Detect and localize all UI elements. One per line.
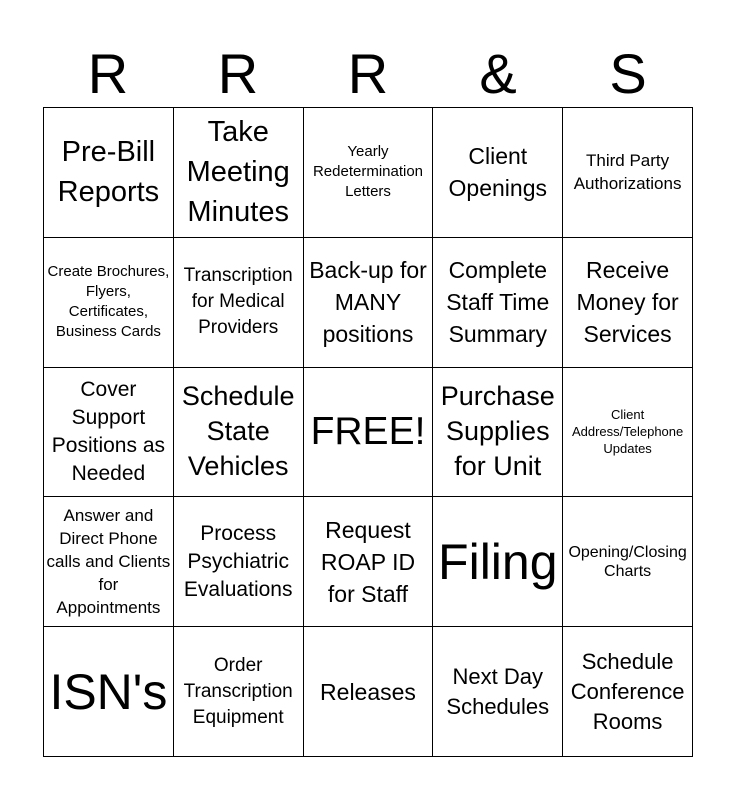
bingo-cell[interactable] [433,497,563,627]
cell-text: Opening/Closing Charts [568,543,687,580]
cell-text: Request ROAP ID for Staff [320,516,416,607]
cell-text: Third Party Authorizations [573,151,682,194]
bingo-cell[interactable] [44,108,174,238]
cell-text: Client Address/Telephone Updates [571,407,684,457]
bingo-cell[interactable] [304,238,434,368]
cell-text: Pre-Bill Reports [57,136,160,209]
bingo-cell[interactable] [563,238,693,368]
bingo-cell[interactable] [174,108,304,238]
bingo-cell[interactable] [563,368,693,498]
bingo-cell[interactable] [304,497,434,627]
bingo-cell[interactable] [563,627,693,757]
bingo-cell[interactable] [174,368,304,498]
bingo-cell[interactable] [44,238,174,368]
bingo-cell[interactable] [174,497,304,627]
cell-text: Receive Money for Services [576,257,679,348]
cell-text: Client Openings [448,143,548,202]
cell-text: Back-up for MANY positions [309,257,427,348]
cell-text: Schedule State Vehicles [181,381,295,482]
bingo-cell[interactable] [304,108,434,238]
cell-text: Next Day Schedules [446,663,550,719]
bingo-cell[interactable] [174,627,304,757]
cell-text: Process Psychiatric Evaluations [183,521,293,601]
bingo-cell[interactable] [304,368,434,498]
cell-text: Create Brochures, Flyers, Certificates, Business Cards [47,263,170,341]
bingo-cell[interactable] [433,238,563,368]
header-letter-4: & [479,42,517,105]
bingo-cell[interactable] [433,108,563,238]
bingo-cell[interactable] [433,627,563,757]
header-letter-3: R [347,42,389,105]
bingo-header [43,42,693,106]
cell-text: Yearly Redetermination Letters [312,143,424,201]
bingo-board [43,107,693,757]
cell-text: Order Transcription Equipment [183,654,293,728]
bingo-cell[interactable] [433,368,563,498]
cell-text: Transcription for Medical Providers [183,265,293,339]
cell-text: Cover Support Positions as Needed [51,377,166,485]
bingo-cell[interactable] [174,238,304,368]
cell-text: Answer and Direct Phone calls and Clients for Appointments [46,506,171,618]
header-letter-5: S [609,42,647,105]
bingo-cell[interactable] [44,497,174,627]
bingo-cell[interactable] [563,497,693,627]
cell-text: Purchase Supplies for Unit [440,381,555,482]
header-letter-1: R [87,42,129,105]
bingo-cell[interactable] [44,627,174,757]
cell-text: ISN's [49,663,168,720]
bingo-cell[interactable] [563,108,693,238]
cell-text: Complete Staff Time Summary [446,257,550,348]
bingo-cell[interactable] [304,627,434,757]
cell-text: Filing [438,533,558,590]
cell-text: Take Meeting Minutes [186,116,290,229]
cell-text: Releases [320,678,416,705]
cell-text: Schedule Conference Rooms [570,648,685,734]
cell-text: FREE! [310,409,426,453]
bingo-cell[interactable] [44,368,174,498]
header-letter-2: R [217,42,259,105]
